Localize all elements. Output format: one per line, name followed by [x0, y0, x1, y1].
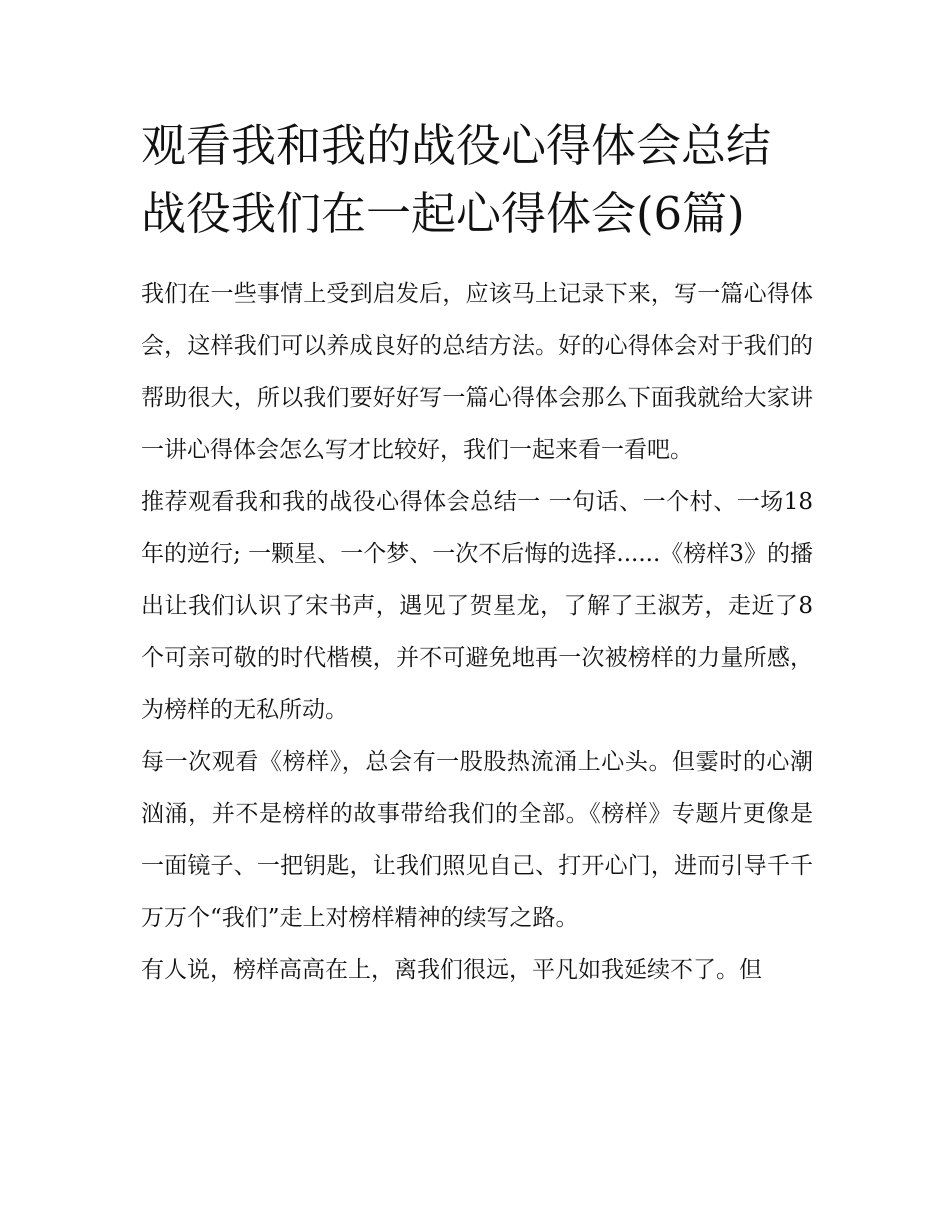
document-title: 观看我和我的战役心得体会总结 战役我们在一起心得体会(6篇)	[141, 119, 772, 240]
paragraph-watching: 每一次观看《榜样》，总会有一股股热流涌上心头。但霎时的心潮汹涌，并不是榜样的故事带给我们的全部。《榜样》专题片更像是一面镜子、一把钥匙，让我们照见自己、打开心门，进而引导千千万万个“我们”走上对榜样精神的续写之路。	[141, 749, 813, 931]
paragraph-recommend: 推荐观看我和我的战役心得体会总结一 一句话、一个村、一场18年的逆行; 一颗星、一个梦、一次不后悔的选择......《榜样3》的播出让我们认识了宋书声，遇见了贺星龙，了解了王淑芳，走近了8个可亲可敬的时代楷模，并不可避免地再一次被榜样的力量所感，为榜样的无私所动。	[141, 489, 813, 723]
paragraph-others: 有人说，榜样高高在上，离我们很远，平凡如我延续不了。但	[141, 957, 762, 983]
paragraph-intro: 我们在一些事情上受到启发后，应该马上记录下来，写一篇心得体会，这样我们可以养成良好的总结方法。好的心得体会对于我们的帮助很大，所以我们要好好写一篇心得体会那么下面我就给大家讲一讲心得体会怎么写才比较好，我们一起来看一看吧。	[141, 281, 813, 463]
document-page	[141, 112, 813, 996]
